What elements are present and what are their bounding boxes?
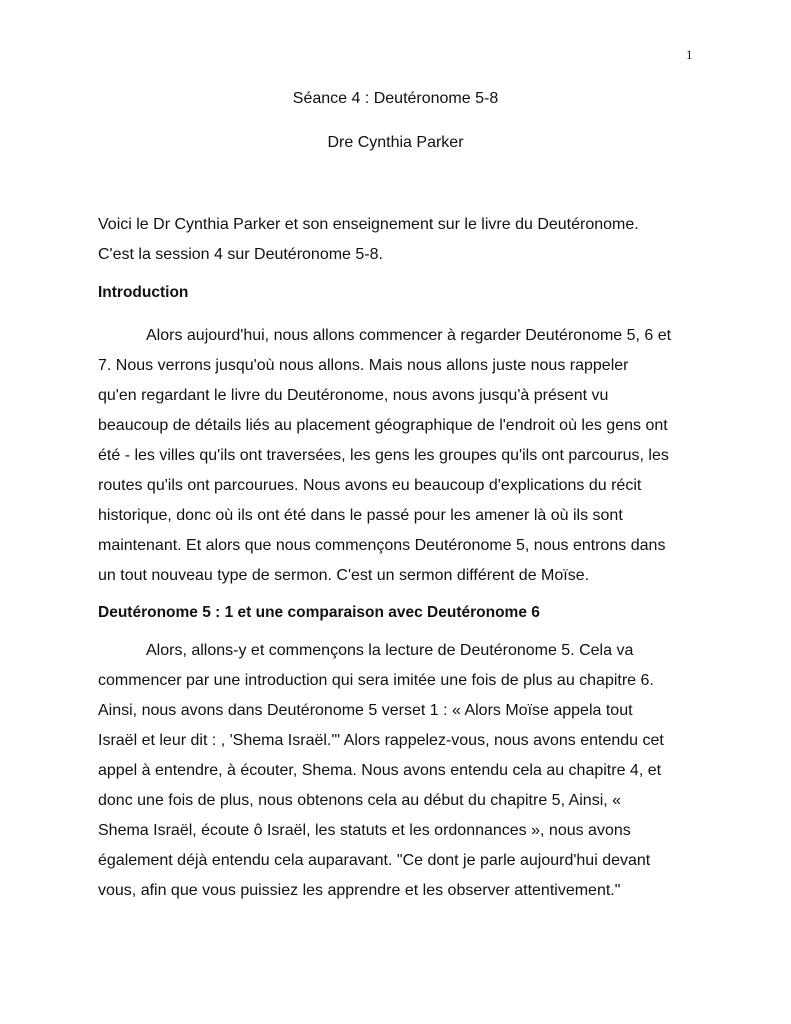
- paragraph-line: un tout nouveau type de sermon. C'est un sermon différent de Moïse.: [98, 567, 590, 584]
- paragraph-line: qu'en regardant le livre du Deutéronome, nous avons jusqu'à présent vu: [98, 387, 609, 404]
- deuteronome-paragraph: [98, 636, 698, 906]
- paragraph-line: 7. Nous verrons jusqu'où nous allons. Mais nous allons juste nous rappeler: [98, 357, 629, 374]
- section-heading-introduction: Introduction: [98, 284, 189, 301]
- section-heading-deuteronome-5: Deutéronome 5 : 1 et une comparaison avec Deutéronome 6: [98, 604, 540, 621]
- paragraph-line: commencer par une introduction qui sera imitée une fois de plus au chapitre 6.: [98, 672, 654, 689]
- intro-paragraph: [98, 210, 698, 270]
- paragraph-line: Ainsi, nous avons dans Deutéronome 5 verset 1 : « Alors Moïse appela tout: [98, 702, 633, 719]
- paragraph-line: donc une fois de plus, nous obtenons cela au début du chapitre 5, Ainsi, «: [98, 792, 622, 809]
- paragraph-line: maintenant. Et alors que nous commençons Deutéronome 5, nous entrons dans: [98, 537, 666, 554]
- intro-line: C'est la session 4 sur Deutéronome 5-8.: [98, 246, 383, 263]
- paragraph-line: Shema Israël, écoute ô Israël, les statuts et les ordonnances », nous avons: [98, 822, 631, 839]
- paragraph-line: également déjà entendu cela auparavant. "Ce dont je parle aujourd'hui devant: [98, 852, 651, 869]
- paragraph-line: Alors aujourd'hui, nous allons commencer à regarder Deutéronome 5, 6 et: [146, 327, 672, 344]
- intro-line: Voici le Dr Cynthia Parker et son enseignement sur le livre du Deutéronome.: [98, 216, 639, 233]
- document-title: Séance 4 : Deutéronome 5-8: [292, 90, 499, 107]
- paragraph-line: appel à entendre, à écouter, Shema. Nous avons entendu cela au chapitre 4, et: [98, 762, 662, 779]
- paragraph-line: vous, afin que vous puissiez les apprendre et les observer attentivement.": [98, 882, 621, 899]
- page-number: 1: [686, 47, 693, 62]
- paragraph-line: Israël et leur dit : , 'Shema Israël.'" Alors rappelez-vous, nous avons entendu cet: [98, 732, 664, 749]
- paragraph-line: routes qu'ils ont parcourues. Nous avons eu beaucoup d'explications du récit: [98, 477, 642, 494]
- paragraph-line: été - les villes qu'ils ont traversées, les gens les groupes qu'ils ont parcourus, les: [98, 447, 669, 464]
- paragraph-line: Alors, allons-y et commençons la lecture de Deutéronome 5. Cela va: [146, 642, 634, 659]
- paragraph-line: historique, donc où ils ont été dans le passé pour les amener là où ils sont: [98, 507, 623, 524]
- introduction-paragraph: [98, 321, 698, 591]
- paragraph-line: beaucoup de détails liés au placement géographique de l'endroit où les gens ont: [98, 417, 668, 434]
- document-author: Dre Cynthia Parker: [327, 134, 464, 151]
